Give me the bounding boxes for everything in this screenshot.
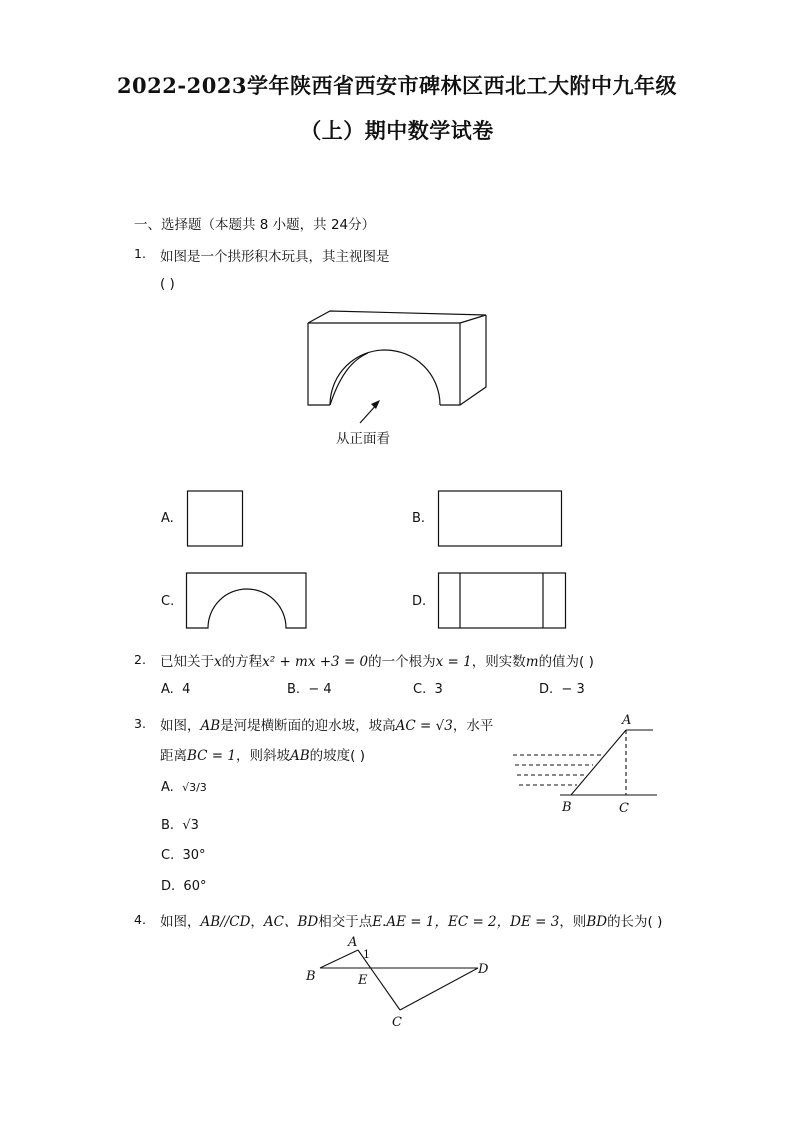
q3-option-a: A. √3/3 bbox=[161, 780, 207, 795]
q1-stem: 如图是一个拱形积木玩具，其主视图是 bbox=[160, 249, 390, 265]
label-a: A bbox=[622, 713, 632, 728]
label-c: C bbox=[392, 1015, 402, 1030]
label-b: B bbox=[562, 800, 572, 815]
label-a: A bbox=[348, 935, 358, 950]
q2-option-d: D. − 3 bbox=[539, 682, 585, 697]
paper-title-line1: 2022-2023学年陕西省西安市碑林区西北工大附中九年级 bbox=[116, 73, 678, 98]
q1-option-c-label: C. bbox=[161, 594, 175, 609]
q2-option-c: C. 3 bbox=[413, 682, 443, 697]
q3-option-c: C. 30° bbox=[161, 848, 206, 863]
section-heading: 一、选择题（本题共 8 小题，共 24分） bbox=[134, 217, 376, 233]
q3-stem-line2: 距离BC = 1，则斜坡AB的坡度( ) bbox=[160, 748, 365, 764]
q3-number: 3. bbox=[134, 716, 146, 731]
q2-option-b: B. − 4 bbox=[287, 682, 332, 697]
q1-option-d-label: D. bbox=[412, 594, 427, 609]
label-b: B bbox=[306, 969, 316, 984]
q3-option-d: D. 60° bbox=[161, 879, 207, 894]
paper-title-line2: （上）期中数学试卷 bbox=[300, 118, 494, 143]
q2-stem: 已知关于x的方程x² + mx +3 = 0的一个根为x = 1，则实数m的值为( ) bbox=[160, 654, 594, 670]
rectangle-with-lines-shape bbox=[439, 573, 566, 628]
q4-triangles-figure bbox=[300, 930, 500, 1030]
label-e: E bbox=[358, 973, 368, 988]
view-label: 从正面看 bbox=[336, 431, 390, 447]
arch-front-curve bbox=[330, 350, 440, 405]
q4-stem: 如图，AB//CD，AC、BD相交于点E.AE = 1，EC = 2，DE = 3，则BD的长为( ) bbox=[160, 914, 663, 930]
arch-top-face bbox=[308, 311, 486, 323]
view-arrow-head bbox=[371, 400, 380, 409]
arch-front-left bbox=[308, 323, 330, 405]
arch-front-view-shape bbox=[187, 573, 307, 628]
slope-ab bbox=[571, 730, 626, 795]
q4-number: 4. bbox=[134, 912, 146, 927]
q1-option-a-label: A. bbox=[161, 511, 174, 526]
q1-option-b-figure bbox=[438, 490, 568, 550]
segment-ba bbox=[320, 950, 358, 968]
q1-option-b-label: B. bbox=[412, 511, 426, 526]
q1-option-a-figure bbox=[187, 490, 247, 550]
arch-right-face bbox=[460, 315, 486, 405]
q1-number: 1. bbox=[134, 246, 146, 261]
rectangle-shape bbox=[439, 491, 562, 546]
q2-number: 2. bbox=[134, 652, 146, 667]
label-c: C bbox=[619, 801, 629, 816]
square-shape bbox=[188, 491, 243, 546]
q3-option-b: B. √3 bbox=[161, 818, 199, 833]
q1-option-c-figure bbox=[186, 572, 311, 632]
label-angle-1: 1 bbox=[363, 948, 370, 961]
q3-slope-figure bbox=[505, 710, 665, 820]
arch-3d-figure bbox=[300, 305, 500, 465]
q3-stem-line1: 如图，AB是河堤横断面的迎水坡，坡高AC = √3，水平 bbox=[160, 718, 494, 734]
q1-paren: ( ) bbox=[160, 276, 175, 292]
q2-option-a: A. 4 bbox=[161, 682, 191, 697]
q1-option-d-figure bbox=[438, 572, 568, 632]
segment-cd bbox=[400, 968, 478, 1010]
label-d: D bbox=[478, 962, 489, 977]
